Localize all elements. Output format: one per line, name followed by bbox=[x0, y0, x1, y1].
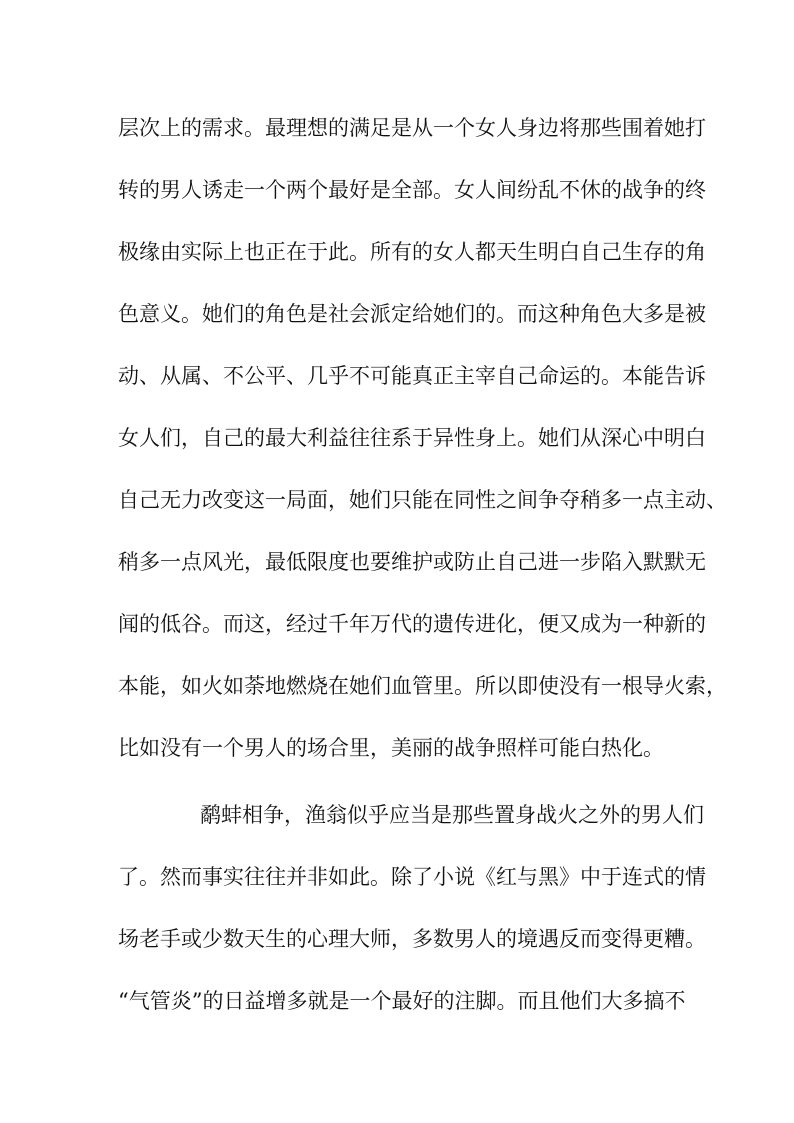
text-line: 了。然而事实往往并非如此。除了小说《红与黑》中于连式的情 bbox=[118, 865, 706, 889]
text-line: 层次上的需求。最理想的满足是从一个女人身边将那些围着她打 bbox=[118, 116, 706, 140]
text-line: 动、从属、不公平、几乎不可能真正主宰自己命运的。本能告诉 bbox=[118, 364, 706, 388]
text-line: 转的男人诱走一个两个最好是全部。女人间纷乱不休的战争的终 bbox=[118, 178, 706, 202]
text-line: 自己无力改变这一局面，她们只能在同性之间争夺稍多一点主动、 bbox=[118, 488, 727, 512]
text-line: 女人们，自己的最大利益往往系于异性身上。她们从深心中明白 bbox=[118, 426, 706, 450]
paragraph-first-line: 鹬蚌相争，渔翁似乎应当是那些置身战火之外的男人们 bbox=[200, 803, 704, 827]
text-line: 稍多一点风光，最低限度也要维护或防止自己进一步陷入默默无 bbox=[118, 550, 706, 574]
text-line: 色意义。她们的角色是社会派定给她们的。而这种角色大多是被 bbox=[118, 302, 706, 326]
text-line: 比如没有一个男人的场合里，美丽的战争照样可能白热化。 bbox=[118, 736, 664, 760]
text-line: 极缘由实际上也正在于此。所有的女人都天生明白自己生存的角 bbox=[118, 240, 706, 264]
text-line: 闻的低谷。而这，经过千年万代的遗传进化，便又成为一种新的 bbox=[118, 612, 706, 636]
text-line: 场老手或少数天生的心理大师，多数男人的境遇反而变得更糟。 bbox=[118, 927, 706, 951]
text-line: “气管炎”的日益增多就是一个最好的注脚。而且他们大多搞不 bbox=[118, 989, 686, 1013]
text-line: 本能，如火如荼地燃烧在她们血管里。所以即使没有一根导火索， bbox=[118, 674, 727, 698]
